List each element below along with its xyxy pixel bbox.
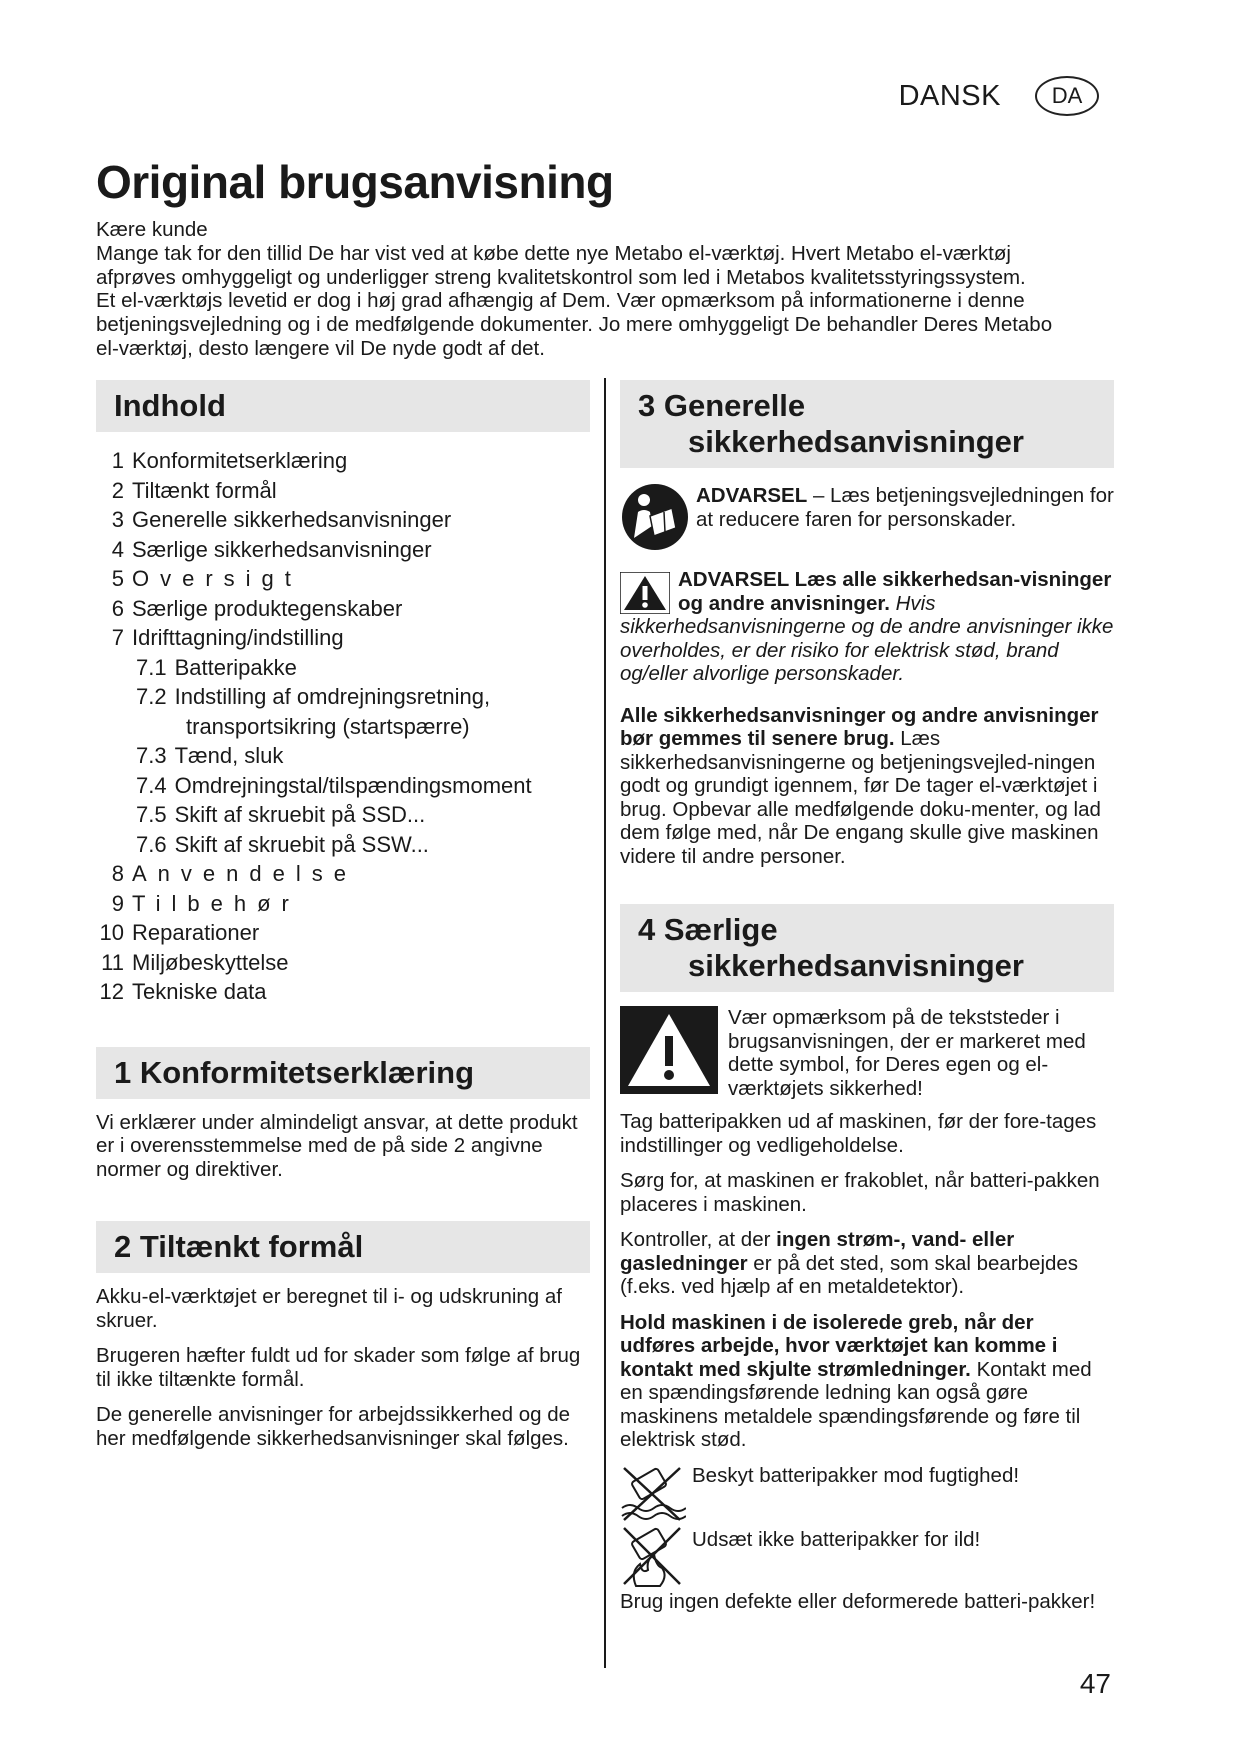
toc-item[interactable]: 3 Generelle sikkerhedsanvisninger <box>111 507 452 532</box>
read-manual-icon <box>620 482 690 552</box>
section-3-heading: 3 Generelle sikkerhedsanvisninger <box>620 380 1114 468</box>
keep-instructions-text: Alle sikkerhedsanvisninger og andre anvisninger bør gemmes til senere brug. Læs sikkerhedsanvisningerne og betjeningsvejled-ningen godt og grundigt igennem, før De tager el-værktøjet i brug. Opbevar alle medfølgende doku-menter, og lad dem følge med, når De engang skulle give maskinen videre til andre personer. <box>620 703 1101 868</box>
toc-subitem[interactable]: 7.4 Omdrejningstal/tilspændingsmoment <box>136 772 532 798</box>
moisture-warning: Beskyt batteripakker mod fugtighed! <box>620 1464 1114 1522</box>
no-fire-icon <box>620 1524 686 1588</box>
section-1-heading: 1 Konformitetserklæring <box>96 1047 590 1099</box>
toc-item[interactable]: 8 Anvendelse <box>111 861 357 886</box>
right-column <box>620 380 1114 1625</box>
intro-text <box>96 218 1126 361</box>
section-1-text: Vi erklærer under almindeligt ansvar, at dette produkt er i overensstemmelse med de på side 2 angivne normer og direktiver. <box>96 1110 578 1181</box>
toc-subitem[interactable]: 7.3 Tænd, sluk <box>136 743 284 768</box>
general-warning: ADVARSEL Læs alle sikkerhedsan-visninger og andre anvisninger. Hvis sikkerhedsanvisningerne og de andre anvisninger ikke overholdes, er der risiko for elektrisk stød, brand og/eller alvorlige personskader. <box>620 568 1114 685</box>
left-column <box>96 380 590 1462</box>
read-manual-warning <box>620 482 1114 552</box>
section-2-heading: 2 Tiltænkt formål <box>96 1221 590 1273</box>
warning-triangle-icon <box>620 1006 718 1094</box>
toc-subitem[interactable]: 7.6 Skift af skruebit på SSW... <box>136 831 429 857</box>
section-4-paragraph: Hold maskinen i de isolerede greb, når der udføres arbejde, hvor værktøjet kan komme i kontakt med skjulte strømledninger. Kontakt med en spændingsførende ledning kan også gøre maskinens metaldele spændingsførende og føre til elektrisk stød. <box>620 1310 1092 1451</box>
toc-item[interactable]: 11 Miljøbeskyttelse <box>101 949 289 975</box>
fire-warning: Udsæt ikke batteripakker for ild! <box>620 1524 1114 1588</box>
section-2-paragraph: De generelle anvisninger for arbejdssikkerhed og de her medfølgende sikkerhedsanvisninger skal følges. <box>96 1403 571 1450</box>
intro-greeting: Kære kunde <box>96 218 208 241</box>
toc-heading: Indhold <box>96 380 590 432</box>
table-of-contents <box>96 446 590 1007</box>
defect-warning: Brug ingen defekte eller deformerede batteri-pakker! <box>620 1589 1096 1613</box>
section-4-paragraph: Sørg for, at maskinen er frakoblet, når batteri-pakken placeres i maskinen. <box>620 1169 1100 1216</box>
section-2-paragraph: Brugeren hæfter fuldt ud for skader som følge af brug til ikke tiltænkte formål. <box>96 1344 581 1391</box>
section-4-heading: 4 Særlige sikkerhedsanvisninger <box>620 904 1114 992</box>
toc-item[interactable]: 12 Tekniske data <box>99 979 267 1004</box>
language-indicator <box>899 76 1099 116</box>
toc-subitem[interactable]: 7.1 Batteripakke <box>136 654 297 680</box>
symbol-notice: Vær opmærksom på de tekststeder i brugsanvisningen, der er markeret med dette symbol, for Deres egen og el-værktøjets sikkerhed! <box>620 1006 1114 1100</box>
page-number: 47 <box>1079 1668 1111 1699</box>
toc-item[interactable]: 1 Konformitetserklæring <box>111 448 348 473</box>
intro-line: Mange tak for den tillid De har vist ved at købe dette nye Metabo el-værktøj. Hvert Metabo el-værktøj <box>96 241 1011 265</box>
no-moisture-icon <box>620 1464 686 1522</box>
intro-line: afprøves omhyggeligt og underligger streng kvalitetskontrol som led i Metabos kvalitetsstyringssystem. <box>96 265 1026 289</box>
toc-subitem-continuation: transportsikring (startspærre) <box>186 713 470 739</box>
toc-subitem[interactable]: 7.2 Indstilling af omdrejningsretning, <box>136 684 491 709</box>
warning-text: ADVARSEL – Læs betjeningsvejledningen for at reducere faren for personskader. <box>696 484 1114 531</box>
column-divider <box>604 378 606 1668</box>
toc-item[interactable]: 9 Tilbehør <box>111 890 300 916</box>
intro-line: el-værktøj, desto længere vil De nyde godt af det. <box>96 336 545 360</box>
section-2-paragraph: Akku-el-værktøjet er beregnet til i- og udskruning af skruer. <box>96 1285 563 1332</box>
toc-item[interactable]: 10 Reparationer <box>99 920 260 945</box>
warning-triangle-icon <box>620 572 670 614</box>
toc-item[interactable]: 5 Oversigt <box>111 566 302 591</box>
toc-item[interactable]: 6 Særlige produktegenskaber <box>111 595 403 621</box>
language-label: DANSK <box>898 79 1001 112</box>
intro-line: Et el-værktøjs levetid er dog i høj grad afhængig af Dem. Vær opmærksom på informationerne i denne <box>96 289 1025 313</box>
section-4-paragraph: Tag batteripakken ud af maskinen, før der fore-tages indstillinger og vedligeholdelse. <box>620 1110 1097 1157</box>
toc-item[interactable]: 7 Idrifttagning/indstilling <box>111 625 344 650</box>
section-4-paragraph: Kontroller, at der ingen strøm-, vand- eller gasledninger er på det sted, som skal bearbejdes (f.eks. ved hjælp af en metaldetektor). <box>620 1228 1079 1298</box>
toc-subitem[interactable]: 7.5 Skift af skruebit på SSD... <box>136 802 426 827</box>
language-badge: DA <box>1035 76 1099 116</box>
toc-item[interactable]: 4 Særlige sikkerhedsanvisninger <box>111 536 432 562</box>
intro-line: betjeningsvejledning og i de medfølgende dokumenter. Jo mere omhyggeligt De behandler Deres Metabo <box>96 313 1053 337</box>
page-title: Original brugsanvisning <box>96 156 614 208</box>
toc-item[interactable]: 2 Tiltænkt formål <box>111 477 277 503</box>
